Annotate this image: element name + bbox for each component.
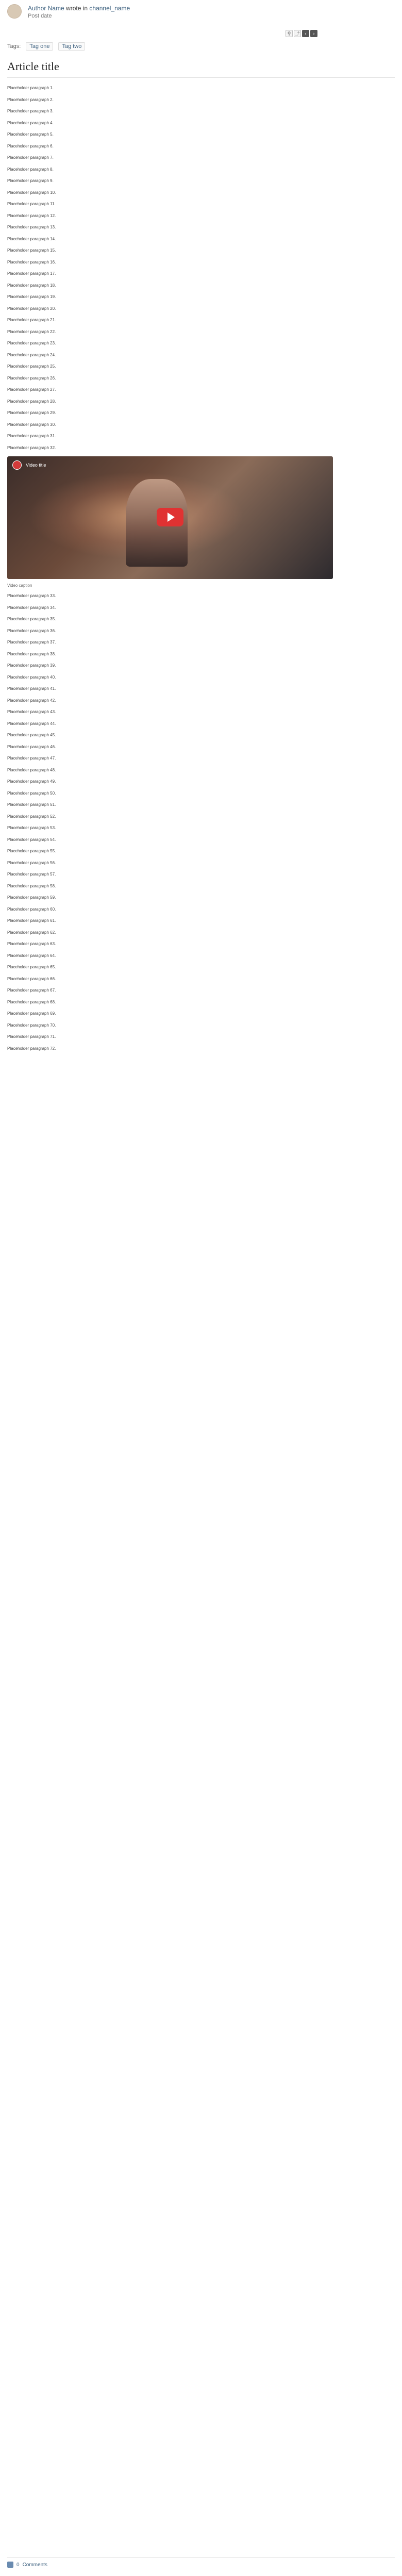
tags-label: Tags: (7, 43, 21, 49)
article-paragraph: Placeholder paragraph 42. (7, 698, 56, 703)
post-header (0, 0, 402, 39)
article-paragraph: Placeholder paragraph 54. (7, 837, 56, 842)
article-paragraph: Placeholder paragraph 8. (7, 167, 54, 172)
article-paragraph: Placeholder paragraph 5. (7, 132, 54, 137)
paragraphs-before-media (7, 85, 395, 451)
article-paragraph: Placeholder paragraph 56. (7, 860, 56, 865)
article-paragraph: Placeholder paragraph 31. (7, 434, 56, 438)
article-paragraph: Placeholder paragraph 45. (7, 733, 56, 737)
article-paragraph: Placeholder paragraph 50. (7, 790, 56, 796)
article-paragraph: Placeholder paragraph 65. (7, 965, 56, 969)
footer-divider (7, 2557, 395, 2558)
link-icon[interactable]: ⚲ (286, 30, 293, 37)
article-paragraph: Placeholder paragraph 9. (7, 178, 54, 183)
article-paragraph: Placeholder paragraph 30. (7, 422, 56, 427)
article-paragraph: Placeholder paragraph 41. (7, 686, 56, 691)
article-paragraph: Placeholder paragraph 53. (7, 825, 56, 830)
article-paragraph: Placeholder paragraph 51. (7, 802, 56, 807)
article-paragraph: Placeholder paragraph 24. (7, 352, 56, 357)
article-paragraph: Placeholder paragraph 2. (7, 97, 54, 102)
article-paragraph: Placeholder paragraph 67. (7, 988, 56, 993)
article-paragraph: Placeholder paragraph 47. (7, 756, 56, 761)
tags-row (0, 39, 402, 54)
article-paragraph: Placeholder paragraph 52. (7, 814, 56, 819)
comment-count[interactable]: 0 (16, 2562, 20, 2568)
article-paragraph: Placeholder paragraph 14. (7, 236, 56, 241)
article-paragraph: Placeholder paragraph 15. (7, 248, 56, 253)
play-icon (167, 513, 175, 522)
author-line (28, 5, 130, 12)
post-toolbar (286, 30, 317, 37)
article-paragraph: Placeholder paragraph 69. (7, 1011, 56, 1016)
comment-label[interactable]: Comments (22, 2562, 47, 2568)
article-paragraph: Placeholder paragraph 33. (7, 593, 56, 598)
article-paragraph: Placeholder paragraph 11. (7, 202, 56, 206)
article-paragraph: Placeholder paragraph 21. (7, 318, 56, 322)
article-paragraph: Placeholder paragraph 62. (7, 930, 56, 935)
article-paragraph: Placeholder paragraph 25. (7, 364, 56, 369)
article-paragraph: Placeholder paragraph 13. (7, 225, 56, 229)
article-paragraph: Placeholder paragraph 43. (7, 709, 56, 714)
article-paragraph: Placeholder paragraph 57. (7, 872, 56, 877)
article-paragraph: Placeholder paragraph 48. (7, 767, 56, 772)
article-paragraph: Placeholder paragraph 58. (7, 883, 56, 888)
tag-item[interactable]: Tag two (58, 42, 85, 51)
article-paragraph: Placeholder paragraph 10. (7, 190, 56, 195)
article-paragraph: Placeholder paragraph 7. (7, 155, 54, 160)
article-paragraph: Placeholder paragraph 6. (7, 143, 54, 148)
video-caption: Video caption (7, 583, 32, 588)
author-name[interactable]: Author Name (28, 5, 64, 12)
video-header (12, 460, 46, 470)
video-player[interactable] (7, 456, 333, 579)
article-paragraph: Placeholder paragraph 44. (7, 721, 56, 726)
article-paragraph: Placeholder paragraph 23. (7, 341, 56, 345)
post-footer (7, 2562, 47, 2568)
article-paragraph: Placeholder paragraph 49. (7, 779, 56, 784)
article-paragraph: Placeholder paragraph 39. (7, 663, 56, 668)
article-body (0, 78, 402, 1052)
article-paragraph: Placeholder paragraph 19. (7, 294, 56, 299)
article-paragraph: Placeholder paragraph 40. (7, 674, 56, 680)
author-block (28, 4, 130, 19)
article-paragraph: Placeholder paragraph 1. (7, 86, 54, 90)
article-paragraph: Placeholder paragraph 66. (7, 976, 56, 981)
article-paragraph: Placeholder paragraph 64. (7, 953, 56, 958)
article-paragraph: Placeholder paragraph 55. (7, 849, 56, 853)
comment-icon[interactable] (7, 2562, 13, 2568)
author-handle[interactable]: channel_name (89, 5, 130, 12)
author-separator: wrote in (64, 5, 90, 12)
next-icon[interactable]: › (310, 30, 317, 37)
article-paragraph: Placeholder paragraph 29. (7, 410, 56, 415)
article-paragraph: Placeholder paragraph 26. (7, 375, 56, 381)
article-paragraph: Placeholder paragraph 35. (7, 617, 56, 621)
article-paragraph: Placeholder paragraph 22. (7, 329, 56, 334)
article-paragraph: Placeholder paragraph 32. (7, 445, 56, 450)
article-paragraph: Placeholder paragraph 72. (7, 1046, 56, 1051)
article-paragraph: Placeholder paragraph 68. (7, 999, 56, 1004)
article-paragraph: Placeholder paragraph 18. (7, 283, 56, 288)
article-paragraph: Placeholder paragraph 16. (7, 259, 56, 265)
page-title: Article title (7, 60, 59, 73)
paragraphs-after-media (7, 593, 395, 1052)
article-paragraph: Placeholder paragraph 12. (7, 213, 56, 218)
article-paragraph: Placeholder paragraph 63. (7, 942, 56, 946)
channel-icon[interactable] (12, 460, 22, 470)
prev-icon[interactable]: ‹ (302, 30, 309, 37)
article-paragraph: Placeholder paragraph 34. (7, 605, 56, 610)
article-paragraph: Placeholder paragraph 60. (7, 906, 56, 912)
article-paragraph: Placeholder paragraph 20. (7, 306, 56, 311)
article-paragraph: Placeholder paragraph 46. (7, 744, 56, 749)
post-date[interactable]: Post date (28, 13, 52, 19)
article-paragraph: Placeholder paragraph 17. (7, 271, 56, 276)
article-paragraph: Placeholder paragraph 71. (7, 1034, 56, 1039)
avatar[interactable] (7, 4, 22, 19)
article-paragraph: Placeholder paragraph 28. (7, 399, 56, 404)
article-paragraph: Placeholder paragraph 37. (7, 640, 56, 645)
article-paragraph: Placeholder paragraph 61. (7, 918, 56, 923)
article-paragraph: Placeholder paragraph 27. (7, 387, 56, 392)
article-paragraph: Placeholder paragraph 36. (7, 628, 56, 633)
article-paragraph: Placeholder paragraph 3. (7, 109, 54, 113)
tag-item[interactable]: Tag one (26, 42, 53, 51)
video-title[interactable]: Video title (26, 463, 46, 468)
article-paragraph: Placeholder paragraph 4. (7, 120, 54, 125)
article-paragraph: Placeholder paragraph 38. (7, 651, 56, 656)
share-icon[interactable]: ⤴ (294, 30, 301, 37)
article-paragraph: Placeholder paragraph 59. (7, 895, 56, 900)
play-button[interactable] (157, 508, 183, 526)
article-paragraph: Placeholder paragraph 70. (7, 1022, 56, 1028)
